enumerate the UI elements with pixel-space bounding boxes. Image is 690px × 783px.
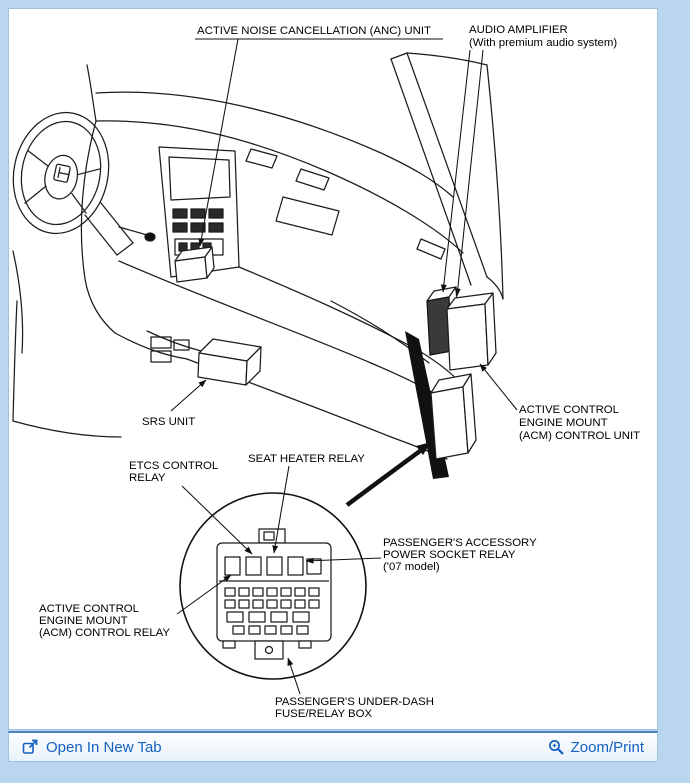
acm-unit-leader-line (480, 364, 517, 410)
diagram-canvas (8, 8, 658, 730)
amplifier-leader-line-2 (457, 50, 483, 296)
label-acm-control-relay-2: ENGINE MOUNT (39, 615, 128, 627)
relay-etcs-control (246, 557, 261, 575)
label-audio-amplifier-2: (With premium audio system) (469, 37, 618, 49)
open-in-new-tab-label: Open In New Tab (46, 738, 162, 756)
label-under-dash-fusebox-1: PASSENGER'S UNDER-DASH (275, 696, 434, 708)
label-etcs-control-relay-2: RELAY (129, 472, 166, 484)
label-under-dash-fusebox-2: FUSE/RELAY BOX (275, 708, 373, 720)
label-seat-heater-relay: SEAT HEATER RELAY (248, 453, 365, 465)
srs-unit-box (198, 339, 261, 385)
srs-leader-line (171, 380, 206, 411)
zoom-print-label: Zoom/Print (570, 738, 644, 756)
label-audio-amplifier-1: AUDIO AMPLIFIER (469, 24, 568, 36)
amplifier-leader-line-1 (443, 50, 470, 292)
magnifier-icon (548, 739, 564, 755)
open-in-new-tab-link[interactable] (22, 739, 162, 756)
label-acm-control-relay-1: ACTIVE CONTROL (39, 603, 139, 615)
label-passenger-accessory-1: PASSENGER'S ACCESSORY (383, 537, 537, 549)
zoom-print-link[interactable] (548, 739, 644, 756)
label-acm-control-relay-3: (ACM) CONTROL RELAY (39, 627, 171, 639)
label-acm-control-unit-3: (ACM) CONTROL UNIT (519, 430, 641, 442)
label-passenger-accessory-2: POWER SOCKET RELAY (383, 549, 516, 561)
label-srs-unit: SRS UNIT (142, 416, 196, 428)
viewer-toolbar (8, 731, 658, 762)
fuse-relay-box-location (431, 374, 476, 459)
label-passenger-accessory-3: ('07 model) (383, 561, 440, 573)
label-etcs-control-relay-1: ETCS CONTROL (129, 460, 219, 472)
relay-passenger-accessory (288, 557, 303, 575)
acm-control-unit-box (447, 293, 496, 370)
label-acm-control-unit-2: ENGINE MOUNT (519, 417, 608, 429)
relay-acm-control (225, 557, 240, 575)
fuse-relay-box-detail (217, 529, 331, 659)
location-arrow (347, 442, 431, 505)
steering-wheel (9, 104, 120, 243)
component-location-diagram (9, 9, 659, 731)
label-anc-unit: ACTIVE NOISE CANCELLATION (ANC) UNIT (197, 25, 431, 37)
relay-seat-heater (267, 557, 282, 575)
anc-unit-box (175, 247, 214, 282)
open-in-new-tab-icon (22, 739, 39, 755)
nav-screen (169, 157, 230, 200)
label-acm-control-unit-1: ACTIVE CONTROL (519, 404, 619, 416)
